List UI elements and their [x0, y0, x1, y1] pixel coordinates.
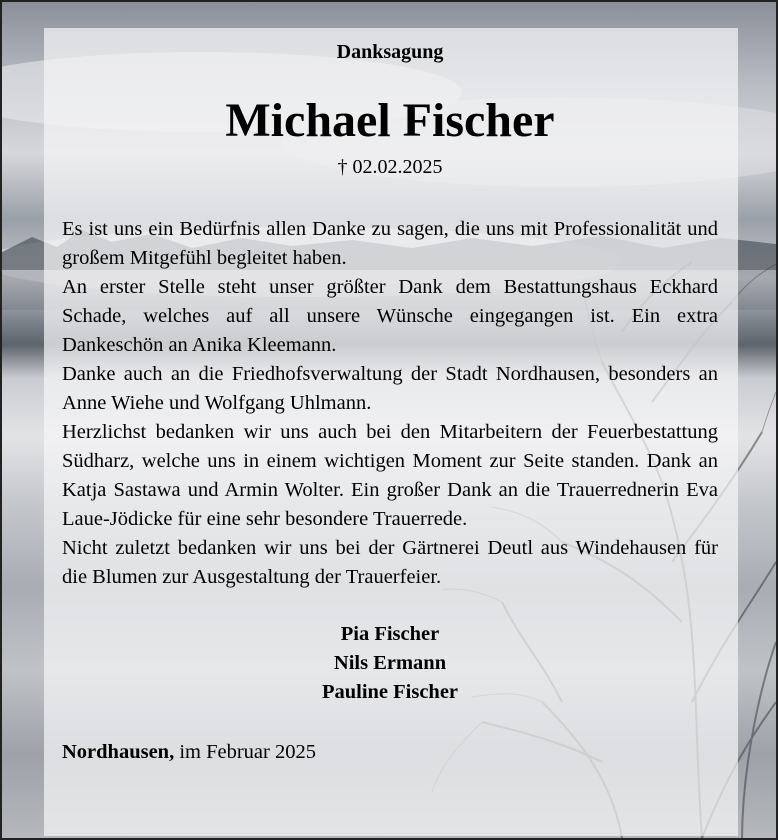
notice-content — [62, 38, 718, 767]
notice-text — [62, 215, 718, 592]
signature-name: Pauline Fischer — [321, 681, 459, 703]
notice-kicker: Danksagung — [336, 41, 444, 63]
signatures — [62, 620, 718, 707]
paragraph: Herzlichst bedanken wir uns auch bei den Mitarbeitern der Feuerbestattung Südharz, welche uns in einem wichtigen Moment zur Seite standen. Dank an Katja Sastawa und Armin Wolter. Ein großer Dank an die Trauerrednerin Eva Laue-Jödicke für eine sehr besondere Trauerrede. — [62, 421, 718, 530]
paragraph: Es ist uns ein Bedürfnis allen Danke zu sagen, die uns mit Professionalität und großem Mitgefühl begleitet haben. — [62, 218, 718, 269]
place: Nordhausen, — [62, 741, 175, 763]
place-date-line — [62, 738, 718, 767]
signature-name: Pia Fischer — [340, 623, 440, 645]
paragraph: Nicht zuletzt bedanken wir uns bei der Gärtnerei Deutl aus Windehausen für die Blumen zur Ausgestaltung der Trauerfeier. — [62, 537, 718, 588]
paragraph: Danke auch an die Friedhofsverwaltung der Stadt Nordhausen, besonders an Anne Wiehe und Wolfgang Uhlmann. — [62, 363, 718, 414]
signature-name: Nils Ermann — [333, 652, 447, 674]
death-date: † 02.02.2025 — [337, 156, 443, 178]
deceased-name: Michael Fischer — [225, 94, 555, 147]
date-line: im Februar 2025 — [174, 741, 316, 763]
paragraph: An erster Stelle steht unser größter Dank dem Bestattungshaus Eckhard Schade, welches auf all unsere Wünsche eingegangen ist. Ein extra Dankeschön an Anika Kleemann. — [62, 276, 718, 356]
